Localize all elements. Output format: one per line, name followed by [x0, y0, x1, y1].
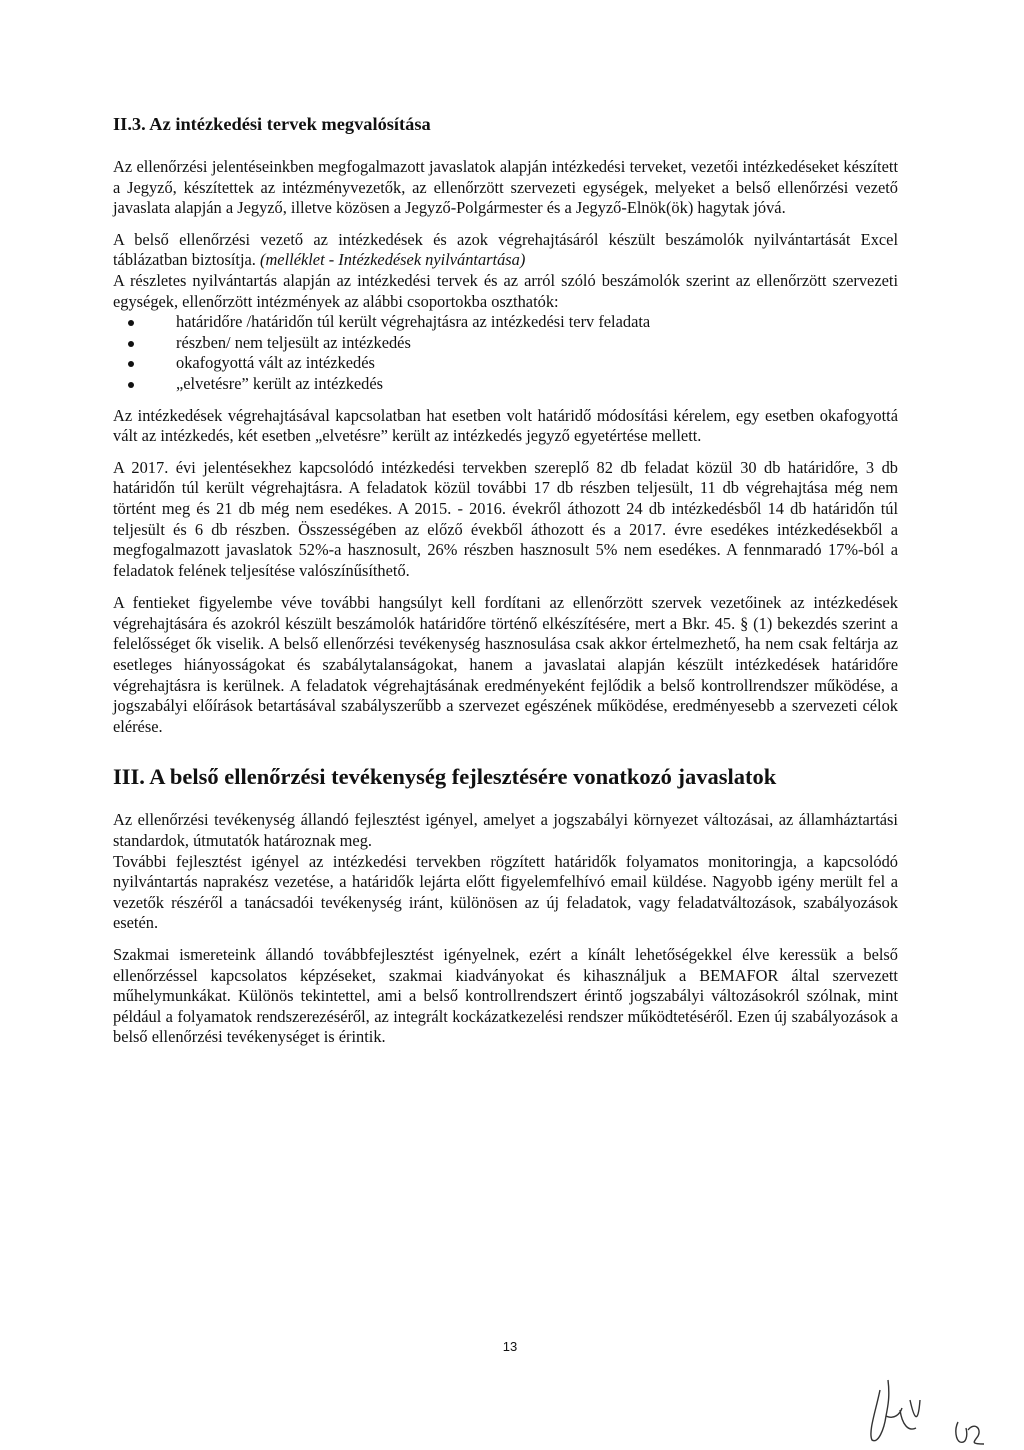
annex-reference: (melléklet - Intézkedések nyilvántartása) — [260, 250, 526, 270]
paragraph-registry-text: A belső ellenőrzési vezető az intézkedések és azok végrehajtásáról készült beszámolók nyilvántartását Excel táblázatban biztosítja. — [113, 229, 898, 270]
paragraph-action-plans: Az ellenőrzési jelentéseinkben megfogalmazott javaslatok alapján intézkedési terveket, vezetői intézkedéseket készített a Jegyző, készítettek az intézményvezetők, az ellenőrzött szervezeti egységek, melyeket a belső ellenőrzési vezető javaslata alapján a Jegyző, illetve közösen a Jegyző-Polgármester és a Jegyző-Elnök(ök) hagytak jóvá. — [113, 157, 898, 218]
list-item: határidőre /határidőn túl került végrehajtásra az intézkedési terv feladata — [113, 312, 898, 333]
paragraph-groups: A részletes nyilvántartás alapján az intézkedési tervek és az arról szóló beszámolók szerint az ellenőrzött szervezeti egységek, ellenőrzött intézmények az alábbi csoportokba oszthatók: — [113, 270, 898, 311]
paragraph-development: Az ellenőrzési tevékenység állandó fejlesztést igényel, amelyet a jogszabályi környezet változásai, az államháztartási standardok, útmutatók határoznak meg. — [113, 810, 898, 851]
paragraph-emphasis: A fentieket figyelembe véve további hangsúlyt kell fordítani az ellenőrzött szervek vezetőinek az intézkedések végrehajtására és azokról készült beszámolók határidőre történő elkészítésére, mert a Bkr. 45. § (1) bekezdés szerint a felelősséget ők viselik. A belső ellenőrzési tevékenység hasznosulása csak akkor értelmezhető, ha nem csak feltárja az esetleges hiányosságokat és szabálytalanságokat, hanem a javaslatai alapján készült intézkedések határidőre végrehajtásra is kerülnek. A feladatok végrehajtásának eredményeként fejlődik a belső kontrollrendszer működése, a jogszabályi előírások betartásával szabályszerűbb a szervezet egészének működése, eredményesebb a szervezeti célok elérése. — [113, 593, 898, 736]
bullet-icon — [128, 341, 134, 347]
list-item: „elvetésre” került az intézkedés — [113, 374, 898, 395]
bullet-icon — [128, 382, 134, 388]
paragraph-statistics: A 2017. évi jelentésekhez kapcsolódó intézkedési tervekben szereplő 82 db feladat közül 30 db határidőre, 3 db határidőn túl került végrehajtásra. A feladatok közül további 17 db részben teljesült, 11 db végrehajtása még nem történt meg és 21 db még nem esedékes. A 2015. - 2016. évekről áthozott 24 db intézkedésből 14 db határidőn túl teljesült és 6 db részben. Összességében az előző évekből áthozott és a 2017. évre esedékes intézkedésekből a megfogalmazott javaslatok 52%-a hasznosult, 26% részben hasznosult 5% nem esedékes. A fennmaradó 17%-ból a feladatok felének teljesítése valószínűsíthető. — [113, 457, 898, 580]
list-item: okafogyottá vált az intézkedés — [113, 353, 898, 374]
paragraph-monitoring: További fejlesztést igényel az intézkedési tervekben rögzített határidők folyamatos monitoringja, a kapcsolódó nyilvántartás naprakész vezetése, a határidők lejárta előtt figyelemfelhívó email küldése. Nagyobb igény merült fel a vezetők részéről a tanácsadói tevékenység iránt, különösen az új feladatok, vagy feladatváltozások, szabályozások esetén. — [113, 851, 898, 933]
section-title: II.3. Az intézkedési tervek megvalósítása — [113, 114, 431, 134]
paragraph-registry — [113, 230, 898, 271]
bullet-icon — [128, 320, 134, 326]
document-page — [113, 112, 898, 1048]
bullet-icon — [128, 361, 134, 367]
page-number: 13 — [502, 1339, 518, 1354]
paragraph-deadline-changes: Az intézkedések végrehajtásával kapcsolatban hat esetben volt határidő módosítási kérelem, egy esetben okafogyottá vált az intézkedés, két esetben „elvetésre” került az intézkedés jegyző egyetértése mellett. — [113, 405, 898, 446]
chapter-title: III. A belső ellenőrzési tevékenység fejlesztésére vonatkozó javaslatok — [113, 764, 777, 790]
signature-icon — [850, 1370, 990, 1450]
bullet-list — [113, 312, 898, 394]
paragraph-training: Szakmai ismereteink állandó továbbfejlesztést igényelnek, ezért a kínált lehetőségekkel élve keressük a belső ellenőrzéssel kapcsolatos képzéseket, szakmai kiadványokat és kihasználjuk a BEMAFOR által szervezett műhelymunkákat. Különös tekintettel, ami a belső kontrollrendszert érintő jogszabályi változásokról szólnak, mint például a folyamatok rendszerezéséről, az integrált kockázatkezelési rendszer működtetéséről. Ezen új szabályozások a belső ellenőrzési tevékenységet is érintik. — [113, 945, 898, 1047]
list-item: részben/ nem teljesült az intézkedés — [113, 333, 898, 354]
